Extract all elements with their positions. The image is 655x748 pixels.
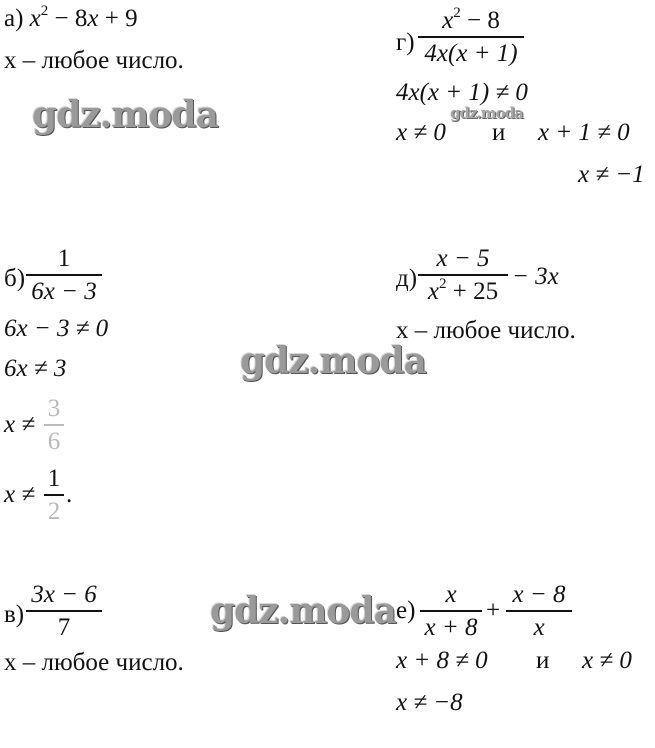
part-g-denominator: 4x(x + 1) — [424, 39, 518, 67]
part-g-line1: 4x(x + 1) ≠ 0 — [396, 79, 528, 106]
watermark-center: gdz.moda — [240, 340, 426, 382]
part-e-fraction-1 — [420, 582, 482, 640]
part-a-term: − 8 — [48, 5, 88, 32]
part-e-plus: + — [486, 597, 501, 624]
part-e-frac2-numerator: x − 8 — [512, 581, 566, 608]
part-d-den-exp: 2 — [439, 275, 447, 292]
part-b-line4-lhs: x ≠ — [4, 481, 36, 508]
part-b-denominator: 6x − 3 — [31, 277, 97, 305]
watermark-bottom: gdz.moda — [210, 590, 396, 632]
part-v-note: x – любое число. — [4, 649, 184, 676]
part-d-note: x – любое число. — [396, 317, 576, 344]
part-v-label: в) — [4, 601, 25, 628]
part-b-line1: 6x − 3 ≠ 0 — [4, 315, 109, 342]
part-b-line3-denominator: 6 — [47, 427, 61, 455]
part-e-frac2-denominator: x — [533, 613, 545, 641]
part-a-label: а) — [4, 5, 24, 32]
part-d-denominator — [418, 276, 508, 304]
part-g-line2-and: и — [492, 119, 506, 146]
part-v-denominator: 7 — [57, 613, 71, 641]
part-b-label: б) — [4, 265, 26, 292]
part-g-line3: x ≠ −1 — [578, 161, 645, 188]
part-g-line2-left: x ≠ 0 — [396, 119, 446, 146]
part-b-line3-numerator: 3 — [47, 395, 61, 422]
part-d-numerator: x − 5 — [436, 245, 490, 272]
part-b-line2: 6x ≠ 3 — [4, 355, 67, 382]
part-d-label: д) — [396, 265, 418, 292]
part-b-line3-lhs: x ≠ — [4, 411, 36, 438]
part-e-line1-left: x + 8 ≠ 0 — [396, 647, 488, 674]
part-e-label: е) — [396, 597, 416, 624]
part-b-line4-numerator: 1 — [47, 465, 61, 492]
part-d-tail: − 3x — [512, 263, 559, 290]
part-e-frac1-denominator: x + 8 — [424, 613, 478, 641]
part-g-num-rest: − 8 — [460, 7, 500, 34]
part-g-numerator — [418, 5, 524, 36]
part-v-numerator: 3x − 6 — [31, 581, 97, 608]
part-g-num-var: x — [442, 7, 454, 34]
part-g-label: г) — [396, 29, 415, 56]
part-a-const: + 9 — [98, 5, 138, 32]
part-a-expression — [4, 3, 138, 32]
part-b-line4-end: . — [66, 481, 73, 508]
part-a-var2: x — [87, 5, 99, 32]
part-e-line1-right: x ≠ 0 — [582, 647, 632, 674]
part-b-fraction — [26, 246, 102, 304]
watermark-top-left: gdz.moda — [32, 94, 218, 136]
part-g-num-exp: 2 — [453, 5, 461, 21]
part-e-fraction-2 — [506, 582, 572, 640]
part-a-var: x — [29, 5, 41, 32]
part-b-line3-fraction — [44, 396, 64, 454]
part-e-line2: x ≠ −8 — [396, 689, 463, 716]
part-d-den-rest: + 25 — [446, 277, 499, 305]
part-d-den-var: x — [427, 277, 439, 305]
watermark-small: gdz.moda — [450, 104, 523, 122]
part-g-fraction — [418, 5, 524, 67]
part-d-fraction — [418, 246, 508, 304]
part-b-numerator: 1 — [57, 245, 71, 272]
part-b-line4-fraction — [44, 466, 64, 524]
part-e-frac1-numerator: x — [445, 581, 457, 608]
part-b-line4-denominator: 2 — [47, 497, 61, 525]
part-a-exp: 2 — [40, 3, 49, 19]
part-e-line1-and: и — [536, 647, 550, 674]
part-v-fraction — [26, 582, 102, 640]
part-a-note: x – любое число. — [4, 47, 184, 74]
part-g-line2-right: x + 1 ≠ 0 — [538, 119, 630, 146]
